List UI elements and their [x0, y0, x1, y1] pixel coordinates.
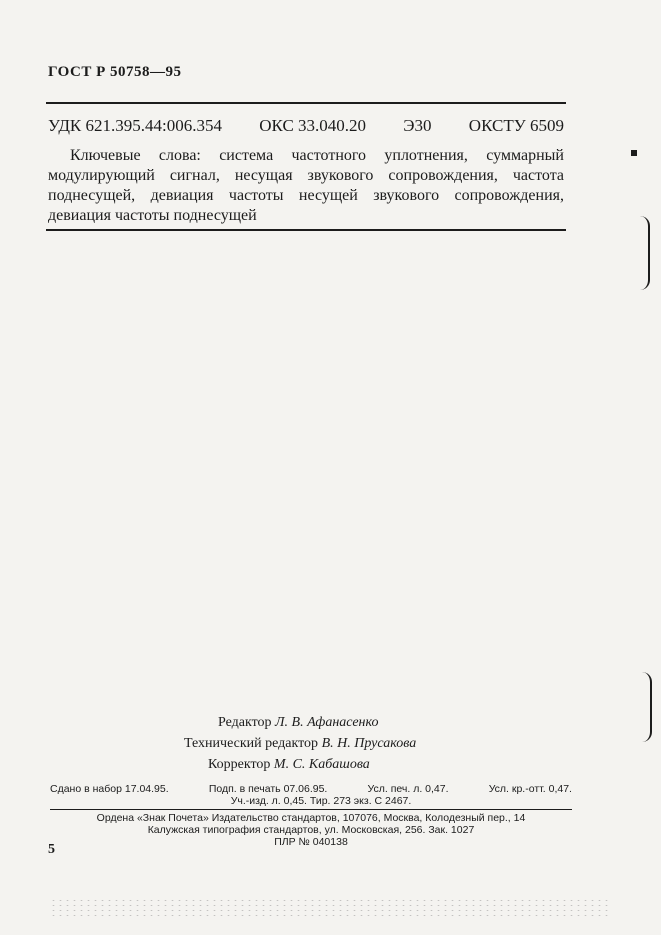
sent-date: Сдано в набор 17.04.95.	[50, 783, 169, 795]
editor-line	[218, 712, 379, 733]
printer-line: Калужская типография стандартов, ул. Московская, 256. Зак. 1027	[147, 824, 475, 836]
signed-date: Подп. в печать 07.06.95.	[208, 783, 328, 795]
tech-editor-name: В. Н. Прусакова	[321, 736, 417, 751]
license-line: ПЛР № 040138	[274, 836, 348, 848]
tech-editor-label: Технический редактор	[184, 736, 319, 751]
editor-name: Л. В. Афанасенко	[275, 715, 379, 730]
top-rule	[46, 102, 566, 104]
page-number: 5	[48, 842, 55, 857]
keywords-paragraph: Ключевые слова: система частотного уплотнения, суммарный модулирующий сигнал, несущая звукового сопровождения, частота поднесущей, девиация частоты несущей звукового сопровождения, девиация частоты поднесущей	[48, 147, 564, 224]
edition-info: Уч.-изд. л. 0,45. Тир. 273 экз. С 2467.	[230, 795, 412, 807]
document-header: ГОСТ Р 50758—95	[48, 64, 182, 80]
color-sheets: Усл. кр.-отт. 0,47.	[488, 783, 572, 795]
udk-code: УДК 621.395.44:006.354	[48, 116, 222, 135]
corrector-label: Корректор	[208, 757, 271, 772]
okstu-code: ОКСТУ 6509	[468, 116, 564, 135]
scan-noise	[50, 898, 610, 918]
publication-info	[50, 783, 572, 807]
margin-mark	[631, 150, 637, 156]
editor-label: Редактор	[218, 715, 272, 730]
publisher-line: Ордена «Знак Почета» Издательство стандартов, 107076, Москва, Колодезный пер., 14	[96, 812, 526, 824]
corrector-name: М. С. Кабашова	[273, 757, 370, 772]
print-sheets: Усл. печ. л. 0,47.	[367, 783, 449, 795]
oks-code: ОКС 33.040.20	[259, 116, 367, 135]
margin-brace-bottom	[642, 672, 652, 742]
classification-codes	[48, 116, 564, 136]
corrector-line	[208, 754, 370, 775]
printing-info	[50, 812, 572, 848]
tech-editor-line	[184, 733, 416, 754]
keywords-rule	[46, 229, 566, 231]
margin-brace-top	[640, 216, 650, 290]
e-code: Э30	[403, 116, 432, 135]
imprint-rule	[50, 809, 572, 810]
